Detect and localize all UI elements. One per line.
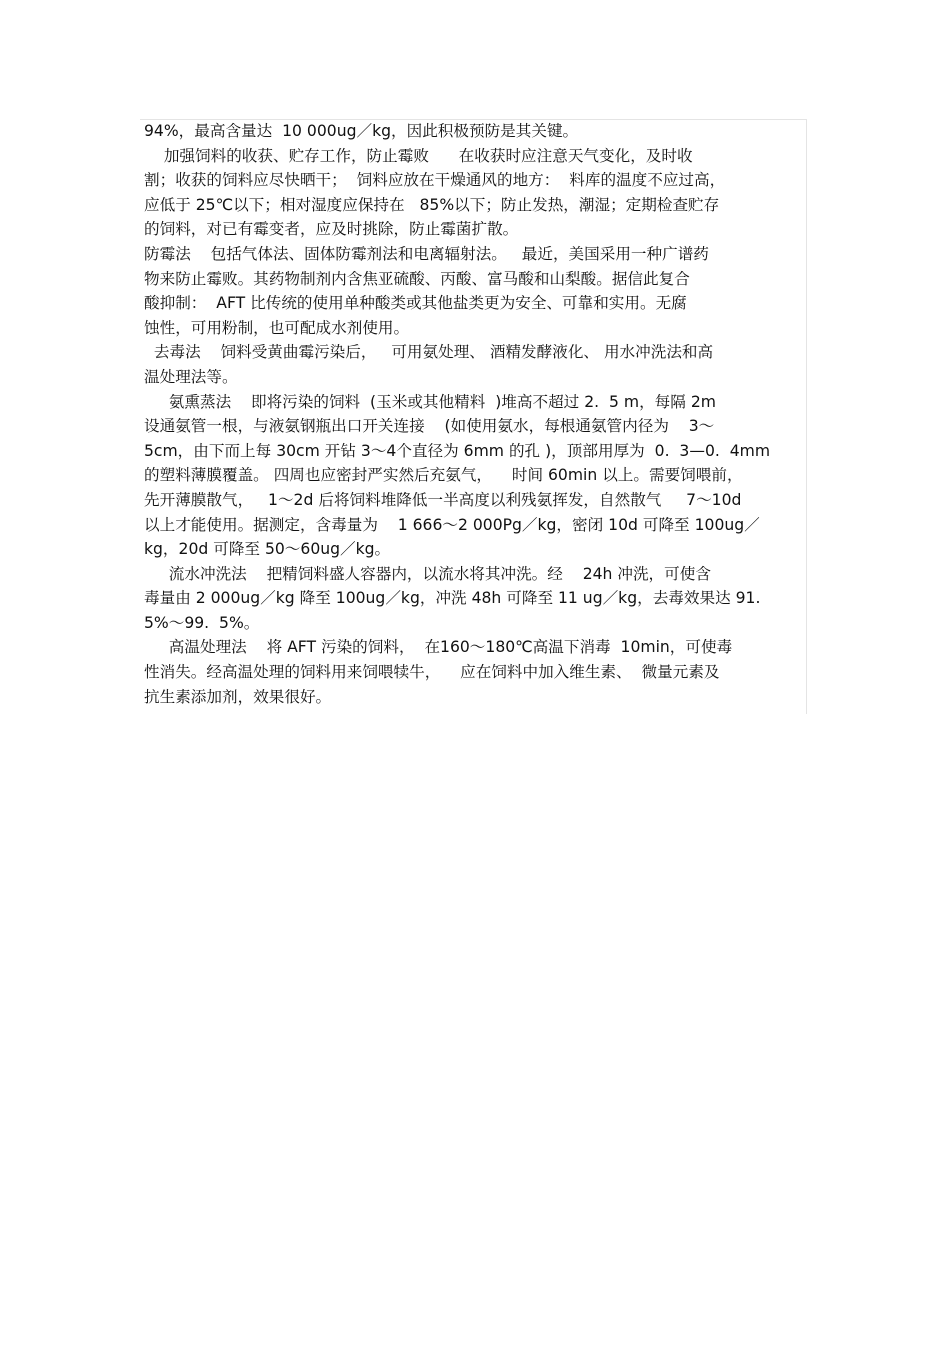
text-line: 加强饲料的收获、贮存工作，防止霉败 在收获时应注意天气变化，及时收: [144, 146, 693, 165]
text-line: 的饲料，对已有霉变者，应及时挑除，防止霉菌扩散。: [144, 220, 519, 239]
text-line: 以上才能使用。据测定，含毒量为 1 666～2 000Pg／kg，密闭 10d 可降至 100ug／: [144, 515, 760, 534]
text-line: 高温处理法 将 AFT 污染的饲料， 在160～180℃高温下消毒 10min，可使毒: [144, 638, 733, 657]
text-line: 5cm，由下而上每 30cm 开钻 3～4个直径为 6mm 的孔 )，顶部用厚为 0. 3—0. 4mm: [144, 441, 771, 460]
document-body: [144, 119, 812, 709]
text-line: 氨熏蒸法 即将污染的饲料 (玉米或其他精料 )堆高不超过 2. 5 m，每隔 2m: [144, 392, 716, 411]
text-line: 防霉法 包括气体法、固体防霉剂法和电离辐射法。 最近，美国采用一种广谱药: [144, 244, 709, 263]
text-line: 温处理法等。: [144, 367, 238, 386]
text-line: 物来防止霉败。其药物制剂内含焦亚硫酸、丙酸、富马酸和山梨酸。据信此复合: [144, 269, 690, 288]
text-line: 的塑料薄膜覆盖。 四周也应密封严实然后充氨气， 时间 60min 以上。需要饲喂前，: [144, 466, 743, 485]
text-line: 去毒法 饲料受黄曲霉污染后， 可用氨处理、 酒精发酵液化、 用水冲洗法和高: [144, 343, 714, 362]
text-line: 5%～99. 5%。: [144, 613, 260, 632]
text-line: 抗生素添加剂，效果很好。: [144, 687, 332, 706]
text-line: 设通氨管一根，与液氨钢瓶出口开关连接 (如使用氨水，每根通氨管内径为 3～: [144, 417, 715, 436]
text-line: 应低于 25℃以下；相对湿度应保持在 85%以下；防止发热，潮湿；定期检查贮存: [144, 195, 720, 214]
text-line: 蚀性，可用粉制，也可配成水剂使用。: [144, 318, 410, 337]
text-line: kg，20d 可降至 50～60ug／kg。: [144, 540, 391, 559]
text-line: 先开薄膜散气， 1～2d 后将饲料堆降低一半高度以利残氨挥发，自然散气 7～10d: [144, 490, 742, 509]
text-line: 酸抑制： AFT 比传统的使用单种酸类或其他盐类更为安全、可靠和实用。无腐: [144, 294, 687, 313]
text-line: 割；收获的饲料应尽快晒干； 饲料应放在干燥通风的地方： 料库的温度不应过高，: [144, 171, 726, 190]
text-line: 性消失。经高温处理的饲料用来饲喂犊牛， 应在饲料中加入维生素、 微量元素及: [144, 663, 720, 682]
text-line: 流水冲洗法 把精饲料盛人容器内，以流水将其冲洗。经 24h 冲洗，可使含: [144, 564, 711, 583]
text-line: 94%，最高含量达 10 000ug／kg，因此积极预防是其关键。: [144, 122, 579, 140]
text-line: 毒量由 2 000ug／kg 降至 100ug／kg，冲洗 48h 可降至 11 ug／kg，去毒效果达 91.: [144, 589, 761, 608]
